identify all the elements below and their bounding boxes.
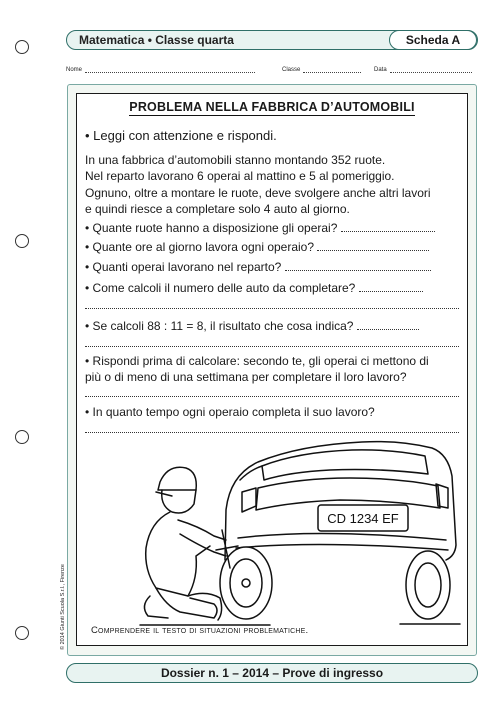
worksheet-title: PROBLEMA NELLA FABBRICA D’AUTOMOBILI: [129, 100, 415, 114]
mechanic-torso: [146, 512, 210, 596]
learning-objective: Comprendere il testo di situazioni problematiche.: [91, 625, 309, 636]
tail-light-left: [242, 488, 256, 512]
class-label: Classe: [282, 67, 301, 73]
copyright-note: © 2014 Giunti Scuola S.r.l., Firenze: [60, 564, 66, 650]
ground-line: [140, 624, 460, 625]
license-plate-text: CD 1234 EF: [327, 511, 399, 526]
question-5: • Se calcoli 88 : 11 = 8, il risultato che cosa indica?: [85, 318, 463, 334]
car-body: [225, 442, 456, 560]
question-7: • In quanto tempo ogni operaio completa il suo lavoro?: [85, 405, 375, 419]
mechanic-head: [162, 490, 196, 513]
mechanic-leg-kneeling: [156, 588, 217, 618]
car-roof-line: [240, 466, 262, 480]
problem-line: Nel reparto lavorano 6 operai al mattino e 5 al pomeriggio.: [85, 169, 395, 184]
question-2: • Quante ore al giorno lavora ogni operaio?: [85, 239, 463, 255]
date-label: Data: [374, 67, 387, 73]
bottom-bar: Dossier n. 1 – 2014 – Prove di ingresso: [66, 663, 478, 683]
sheet-label: Scheda A: [389, 30, 477, 50]
car-wheel-right: [406, 551, 450, 619]
problem-line: In una fabbrica d’automobili stanno montando 352 ruote.: [85, 153, 386, 167]
car-rear-window: [262, 450, 428, 480]
instruction: • Leggi con attenzione e rispondi.: [85, 128, 277, 143]
question-6: • Rispondi prima di calcolare: secondo te, gli operai ci mettono di più o di meno di una settimana per completare il loro lavoro?: [85, 354, 429, 384]
question-1: • Quante ruote hanno a disposizione gli operai?: [85, 220, 463, 236]
mechanic-cap: [158, 467, 196, 490]
question-4: • Come calcoli il numero delle auto da completare?: [85, 280, 463, 296]
problem-line: Ognuno, oltre a montare le ruote, deve svolgere anche altri lavori: [85, 185, 431, 200]
subject-label: Matematica • Classe quarta: [79, 33, 234, 47]
problem-line: e quindi riesce a completare solo 4 auto al giorno.: [85, 201, 350, 216]
car-bumper: [238, 533, 446, 540]
name-label: Nome: [66, 67, 83, 73]
question-3: • Quanti operai lavorano nel reparto?: [85, 259, 463, 275]
